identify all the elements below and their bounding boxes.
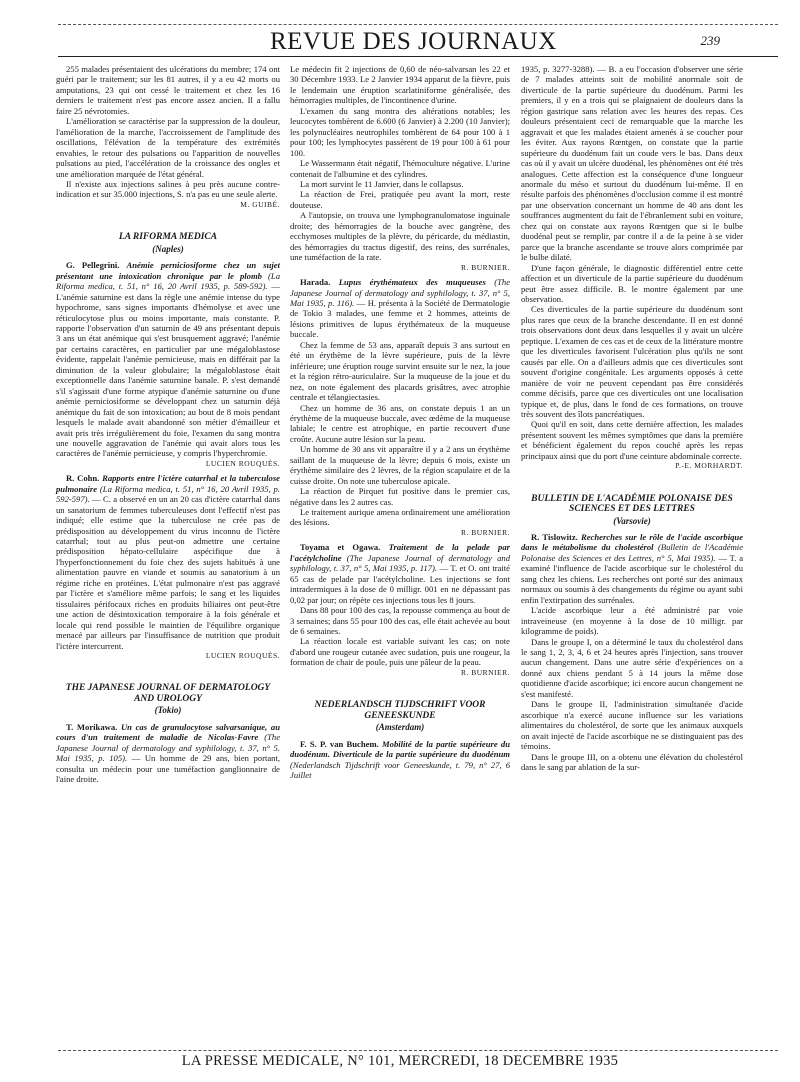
article-abstract bbox=[56, 722, 280, 785]
article-abstract bbox=[290, 542, 510, 605]
author-signature: LUCIEN ROUQUÈS. bbox=[205, 651, 280, 661]
article-source: (Nederlandsch Tijdschrift voor Geneeskunde, t. 79, n° 27, 6 Juillet bbox=[290, 759, 510, 780]
paragraph: Le médecin fit 2 injections de 0,60 de néo-salvarsan les 22 et 30 Décembre 1933. Le 2 Janvier 1934 apparut de la fièvre, puis le lendemain une éruption scarlatiniforme généralisée, des hémorragies multiples, de l'incontinence d'urine. bbox=[290, 64, 510, 106]
article-source: (La Riforma medica, t. 51, n° 16, 20 Avril 1935, p. 589-592). bbox=[56, 270, 280, 292]
header-rule bbox=[58, 56, 778, 57]
journal-section-title: THE JAPANESE JOURNAL OF DERMATOLOGY AND UROLOGY bbox=[65, 683, 271, 704]
paragraph: L'amélioration se caractérise par la suppression de la douleur, l'amélioration de la marche, l'accroissement de l'amplitude des oscillations, l'élévation de la température des extrémités envahies, le retour des pulsations ou l'apparition de nouvelles pulsations au pied, l'accélération de la croissance des ongles et une amélioration marquée de l'état général. bbox=[56, 116, 280, 179]
article-title: Traitement de la pelade par l'acétylcholine bbox=[290, 542, 510, 563]
article-abstract bbox=[521, 532, 743, 605]
paragraph: Chez la femme de 53 ans, apparaît depuis 3 ans surtout en été un érythème de la lèvre supérieure, puis de la lèvre inférieure; une éruption rouge survint ensuite sur le nez, la joue et la région rétro-auriculaire. Sur la muqueuse de la joue et du nez, on note également des placards grisâtres, avec atrophie centrale et télangiectasies. bbox=[290, 339, 510, 403]
article-body: — H. présenta à la Société de Dermatologie de Tokio 3 malades, une femme et 2 hommes, atteints de lésions primitives de lupus érythémateux de la muqueuse buccale. bbox=[290, 297, 510, 340]
article-author: R. Cohn. bbox=[66, 473, 100, 484]
article-author: F. S. P. van Buchem. bbox=[300, 738, 379, 749]
article-body: — L'anémie saturnine est dans la règle une anémie intense du type hypochrome, sans signes importants d'hémolyse et avec une réticulocytose plus ou moins importante, mais constante. P. rapporte l'observation d'un saturnin de 49 ans présentant depuis 3 ans un état anémique qui s'est brusquement aggravé; l'anémie par certains caractères, en particulier par une mégaloblastose évidente, rappelait l'anémie pernicieuse, mais en différait par la diminution de la valeur globulaire; la mégaloblastose était exceptionnelle dans l'anémie saturnine banale. P. s'est demandé s'il s'agissait d'une forme atypique d'anémie saturnine ou d'une anémie perniciosiforme se développant chez un saturnin déjà anémique du fait de son intoxication; au bout de 8 mois pendant lesquels le malade avait abandonné son métier d'émailleur et avait pris très irrégulièrement du foie, l'examen du sang montra une nouvelle aggravation de l'anémie qui avait alors tous les caractères de l'anémie pernicieuse, y compris l'hyperchromie. bbox=[56, 281, 280, 459]
author-signature: R. BURNIER. bbox=[460, 262, 510, 272]
footer-dashed-rule bbox=[58, 1050, 778, 1051]
page-number: 239 bbox=[700, 33, 720, 48]
author-signature: R. BURNIER. bbox=[460, 527, 510, 537]
paragraph: Chez un homme de 36 ans, on constate depuis 1 an un érythème de la muqueuse buccale, avec œdème de la muqueuse labiale; le centre est atrophique, en partie recouvert d'une croûte. Aucune autre lésion sur la peau. bbox=[290, 402, 510, 444]
author-signature: LUCIEN ROUQUÈS. bbox=[205, 458, 280, 468]
paragraph: D'une façon générale, le diagnostic différentiel entre cette affection et un diverticule de la partie supérieure du duodénum peut être assez difficile. B. le montre également par une observation. bbox=[521, 262, 743, 304]
article-source: (The Japanese Journal of dermatology and syphilology, t. 37, n° 5. Mai 1935, p. 105). bbox=[56, 732, 281, 764]
article-title: Rapports entre l'ictère catarrhal et la tuberculose pulmonaire bbox=[56, 473, 280, 494]
paragraph: A l'autopsie, on trouva une lymphogranulomatose inguinale droite; des hémorragies de la bouche avec gangrène, des ecchymoses multiples de la plèvre, du péricarde, du médiastin, des hémorragies du tractus digestif, des reins, des surrénales, une tuméfaction de la rate. bbox=[290, 210, 510, 263]
article-title: Recherches sur le rôle de l'acide ascorbique dans le métabolisme du cholestérol bbox=[521, 532, 744, 553]
paragraph: Le Wassermann était négatif, l'hémoculture négative. L'urine contenait de l'albumine et des cylindres. bbox=[290, 158, 510, 179]
top-dashed-rule bbox=[58, 24, 778, 25]
journal-section-city: (Varsovie) bbox=[613, 515, 651, 526]
paragraph: Quoi qu'il en soit, dans cette dernière affection, les malades présentent souvent les mêmes symptômes que dans la première et bénéficient également du repos couché après les repas principaux ainsi que du port d'une ceinture abdominale correcte. bbox=[521, 419, 743, 461]
paragraph: La réaction locale est variable suivant les cas; on note d'abord une rougeur cutanée avec sudation, puis une rougeur, la formation de chair de poule, puis une pâleur de la peau. bbox=[290, 636, 510, 668]
journal-section-title: BULLETIN DE L'ACADÉMIE POLONAISE DES SCIENCES ET DES LETTRES bbox=[531, 493, 733, 515]
paragraph: Il n'existe aux injections salines à peu près aucune contre-indication et sur 35.000 injections, S. n'a pas eu une seule alerte. bbox=[56, 178, 280, 200]
journal-section-title: LA RIFORMA MEDICA bbox=[118, 232, 218, 243]
column-left bbox=[56, 64, 280, 785]
paragraph: Ces diverticules de la partie supérieure du duodénum sont plus rares que ceux de la branche descendante. Il en est donné trois observations dont deux dans lesquelles il y avait un ulcère peptique. L'examen de ces cas et de ceux de la littérature montre que les diverticules favorisent l'ulcération plus qu'ils ne sont causés par elle. On a d'ailleurs admis que ces diverticules sont souvent d'origine congénitale. Les arguments opposés à cette manière de voir ne peuvent cependant pas être considérés comme décisifs, parce que ces diverticules ont une localisation typique et, de plus, dans le fond de ces formations, on trouve très souvent des îlots pancréatiques. bbox=[521, 304, 743, 419]
article-author: Harada. bbox=[300, 277, 331, 288]
article-title: Un cas de granulocytose salvarsanique, au cours d'un traitement de maladie de Nicolas-Favre bbox=[56, 721, 280, 743]
journal-title: REVUE DES JOURNAUX bbox=[270, 28, 557, 55]
article-source: (The Japanese Journal of dermatology and syphilology, t. 37, n° 5, Mai 1935, p. 116). bbox=[290, 277, 511, 308]
paragraph: Dans le groupe II, l'administration simultanée d'acide ascorbique n'a exercé aucune influence sur les variations alimentaires du cholestérol, de sorte que les animaux auxquels on avait injecté de l'acide ascorbique ne se distinguaient pas des témoins. bbox=[521, 699, 743, 752]
paragraph: 255 malades présentaient des ulcérations du membre; 174 ont guéri par le traitement; sur les 81 autres, il y a eu 42 morts ou amputations, 23 qui ont cessé le traitement et chez les 16 derniers le traitement n'est pas encore assez ancien. Il a fallu faire 25 névrotomies. bbox=[56, 64, 280, 116]
author-signature: R. BURNIER. bbox=[460, 667, 510, 677]
article-abstract bbox=[290, 277, 510, 340]
article-author: T. Morikawa. bbox=[66, 721, 118, 732]
article-author: Toyama et Ogawa. bbox=[300, 542, 381, 553]
article-body: — T. et O. ont traité 65 cas de pelade par l'acétylcholine. Les injections se font intradermiques à la dose de 0 milligr. 001 en ne dépassant pas 0,02 par jour; on répète ces injections tous les 8 jours. bbox=[290, 563, 510, 605]
paragraph: L'examen du sang montra des altérations notables; les leucocytes tombèrent de 6.600 (6 Janvier) à 2.200 (10 Janvier); les polynucléaires neutrophiles tombèrent de 64 pour 100 à 1 pour 100; les lymphocytes passèrent de 19 pour 100 à 61 pour 100. bbox=[290, 105, 510, 158]
page-footer: LA PRESSE MEDICALE, N° 101, MERCREDI, 18 DECEMBRE 1935 bbox=[181, 1053, 619, 1069]
paragraph: La mort survint le 11 Janvier, dans le collapsus. bbox=[300, 178, 464, 189]
paragraph: Dans 88 pour 100 des cas, la repousse commença au bout de 3 semaines; dans 55 pour 100 des cas, elle était achevée au bout de 6 semaines. bbox=[290, 605, 510, 637]
paragraph: Un homme de 30 ans vit apparaître il y a 2 ans un érythème saillant de la muqueuse de la lèvre; depuis 6 mois, existe un érythème similaire des 2 lèvres, de la région scapulaire et de la cuisse droite. On note une tuberculose apicale. bbox=[290, 444, 510, 486]
article-author: R. Tislowitz. bbox=[531, 532, 578, 543]
author-signature: M. GUIBÉ. bbox=[240, 199, 280, 209]
article-source: (Bulletin de l'Académie Polonaise des Sciences et des Lettres, n° 5, Mai 1935). bbox=[521, 542, 744, 563]
article-body: — C. a observé en un an 20 cas d'ictère catarrhal dans un sanatorium de femmes tuberculeuses dont l'effectif n'est pas indiqué; elle estime que la tuberculose ne crée pas de prédisposition au développement du virus inconnu de l'ictère catarrhal; tout au plus peut-on admettre une certaine prédisposition hépato-cellulaire aspécifique due à l'hyperfonctionnement du foie chez des sujets habitués à une alimentation pauvre en viande et soumis au sanatorium à un régime riche en protéines. L'état pulmonaire n'est pas aggravé par l'ictère et s'améliore même parfois; le sang et les liquides tissulaires périfocaux riches en produits biliaires ont peut-être une action de désintoxication temporaire à la fois générale et locale qui rend possible le maintien de l'équilibre organique menacé par ailleurs par l'insuffisance de nutrition que produit l'ictère intercurrent. bbox=[56, 494, 280, 651]
journal-section-city: (Amsterdam) bbox=[375, 722, 425, 733]
paragraph: 1935, p. 3277-3288). — B. a eu l'occasion d'observer une série de 7 malades atteints soit de mobilité anormale soit de diverticule de la partie supérieure du duodénum. Parmi les premiers, il y en a trois qui se plaignaient de douleurs dans la région gastrique sans relation avec les heures des repas. Ces douleurs présentaient ceci de remarquable que la marche les aggravait et que les malades étaient amenés à se coucher pour les éviter. Aux rayons Rœntgen, on constate que la partie supérieure du duodénum fait un coude vers le bas. Dans deux cas où il y avait un ulcère duodénal, les phénomènes ont été très analogues. Cette affection est la conséquence d'une longueur anormale du méso et surtout du duodénum lui-même. Il en résulte parfois des phénomènes d'occlusion comme il est montré par une observation concernant un homme de 40 ans dont les souffrances augmentent du fait de l'ébranlement subi en voiture, chez qui on constate aux rayons Rœntgen que si le bulbe duodénal peut se remplir, par contre il a de la peine à se vider parce que la branche ascendante se trouve alors comprimée par le bulbe dilaté. bbox=[521, 64, 743, 263]
article-source: (The Japanese Journal of dermatology and syphilology, t. 37, n° 5, Mai 1935, p. 117). bbox=[290, 552, 511, 574]
author-signature: P.-E. MORHARDT. bbox=[675, 461, 743, 471]
paragraph: Dans le groupe III, on a obtenu une élévation du cholestérol dans le sang par ablation de la sur- bbox=[521, 751, 743, 772]
article-abstract bbox=[56, 473, 280, 651]
column-middle bbox=[290, 64, 510, 780]
article-author: G. Pellegrini. bbox=[66, 260, 120, 271]
journal-section-city: (Tokio) bbox=[154, 705, 182, 716]
journal-section-title: NEDERLANDSCH TIJDSCHRIFT VOOR GENEESKUNDE bbox=[314, 700, 486, 721]
column-right bbox=[521, 64, 743, 772]
journal-section-city: (Naples) bbox=[152, 243, 184, 254]
article-body: — T. a examiné l'influence de l'acide ascorbique sur le cholestérol du sang chez les chiens. Les recherches ont porté sur des animaux normaux ou soumis à des changements du régime ou ayant subi enfin l'extirpation des surrénales. bbox=[521, 552, 744, 605]
paragraph: L'acide ascorbique leur a été administré par voie intraveineuse (en moyenne à la dose de 10 milligr. par kilogramme de poids). bbox=[521, 605, 743, 637]
article-abstract bbox=[56, 260, 280, 459]
article-abstract bbox=[290, 739, 510, 781]
paragraph: La réaction de Frei, pratiquée peu avant la mort, reste douteuse. bbox=[290, 189, 510, 210]
paragraph: La réaction de Pirquet fut positive dans le premier cas, négative dans les 2 autres cas. bbox=[290, 486, 510, 507]
paragraph: Le traitement aurique amena ordinairement une amélioration des lésions. bbox=[290, 507, 510, 528]
article-title: Mobilité de la partie supérieure du duodénum. Diverticule de la partie supérieure du duodénum bbox=[290, 738, 511, 760]
article-title: Lupus érythémateux des muqueuses bbox=[338, 277, 486, 288]
article-title: Anémie perniciosiforme chez un sujet présentant une intoxication chronique par le plomb bbox=[56, 260, 281, 281]
paragraph: Dans le groupe I, on a déterminé le taux du cholestérol dans le sang 1, 2, 3, 4, 6 et 24 heures après l'injection, sans trouver aucun changement. Dans une autre série d'expériences on a donné aux chiens pendant 5 à 14 jours la même dose quotidienne d'acide ascorbique; ici encore aucun changement ne s'est manifesté. bbox=[521, 636, 743, 699]
article-source: (La Riforma medica, t. 51, n° 16, 20 Avril 1935, p. 592-597). bbox=[56, 483, 280, 505]
article-body: — Un homme de 29 ans, bien portant, consulta un médecin pour une tuméfaction ganglionnaire de l'aine droite. bbox=[56, 753, 280, 785]
